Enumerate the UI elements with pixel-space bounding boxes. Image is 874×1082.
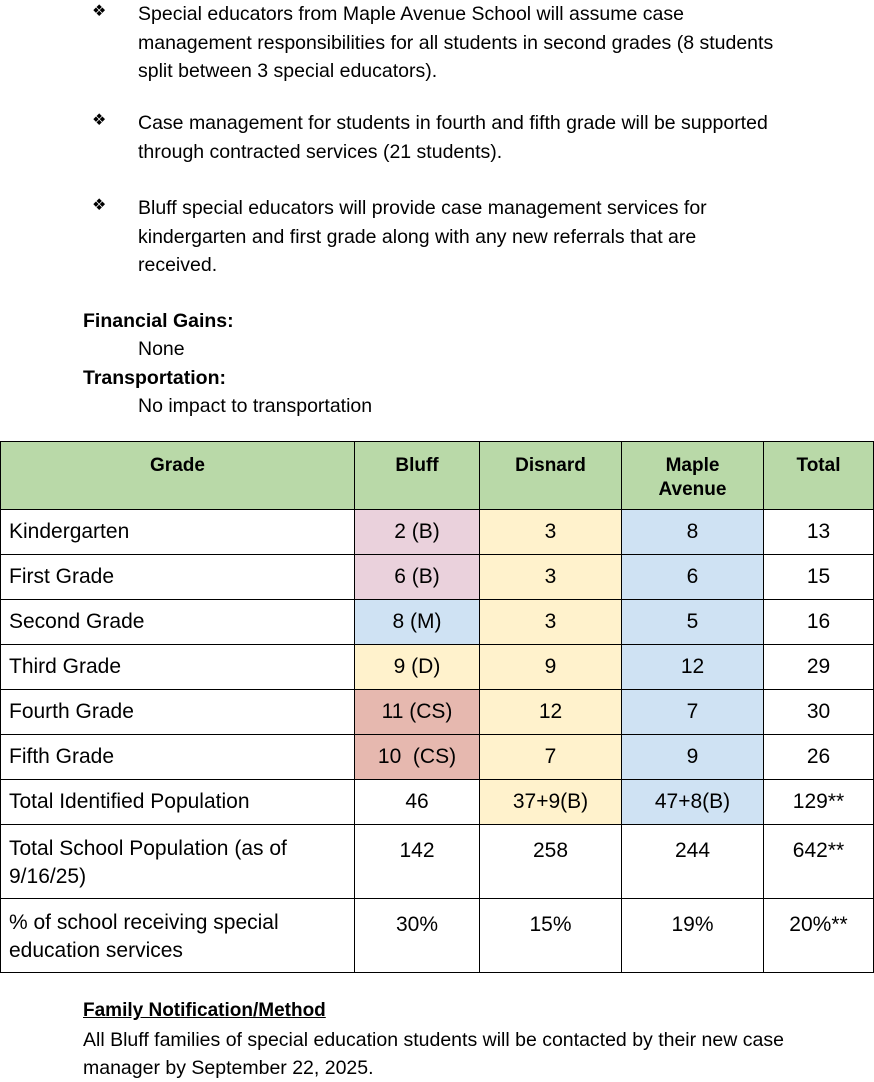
grade-cell: Third Grade bbox=[1, 645, 355, 690]
maple-cell: 12 bbox=[622, 645, 764, 690]
total-cell: 15 bbox=[764, 555, 874, 600]
bluff-cell: 142 bbox=[355, 825, 480, 899]
grade-cell: Kindergarten bbox=[1, 510, 355, 555]
table-row bbox=[1, 600, 874, 645]
total-cell: 13 bbox=[764, 510, 874, 555]
maple-cell: 5 bbox=[622, 600, 764, 645]
disnard-cell: 15% bbox=[480, 899, 622, 973]
disnard-cell: 3 bbox=[480, 555, 622, 600]
disnard-cell: 3 bbox=[480, 600, 622, 645]
total-cell: 26 bbox=[764, 735, 874, 780]
bullet-text: Case management for students in fourth and fifth grade will be supported through contracted services (21 students). bbox=[138, 112, 768, 163]
header-grade: Grade bbox=[1, 442, 355, 510]
bluff-cell: 8 (M) bbox=[355, 600, 480, 645]
grade-cell: Total School Population (as of 9/16/25) bbox=[1, 825, 355, 899]
family-notification-heading: Family Notification/Method bbox=[83, 1000, 326, 1021]
header-disnard: Disnard bbox=[480, 442, 622, 510]
transportation-value: No impact to transportation bbox=[138, 395, 373, 417]
header-bluff: Bluff bbox=[355, 442, 480, 510]
table-row bbox=[1, 780, 874, 825]
maple-cell: 9 bbox=[622, 735, 764, 780]
diamond-bullet-icon: ❖ bbox=[92, 110, 107, 129]
grade-cell: First Grade bbox=[1, 555, 355, 600]
grade-cell: Fourth Grade bbox=[1, 690, 355, 735]
disnard-cell: 37+9(B) bbox=[480, 780, 622, 825]
table-row bbox=[1, 555, 874, 600]
diamond-bullet-icon: ❖ bbox=[92, 1, 107, 20]
disnard-cell: 3 bbox=[480, 510, 622, 555]
maple-cell: 7 bbox=[622, 690, 764, 735]
total-cell: 20%** bbox=[764, 899, 874, 973]
table-row bbox=[1, 899, 874, 973]
maple-cell: 8 bbox=[622, 510, 764, 555]
header-total: Total bbox=[764, 442, 874, 510]
bullet-text: Special educators from Maple Avenue School will assume case management responsibilities for all students in second grades (8 students split between 3 special educators). bbox=[138, 3, 774, 82]
table-row bbox=[1, 645, 874, 690]
maple-cell: 6 bbox=[622, 555, 764, 600]
bluff-cell: 10 (CS) bbox=[355, 735, 480, 780]
financial-gains-heading: Financial Gains: bbox=[83, 310, 234, 332]
bluff-cell: 2 (B) bbox=[355, 510, 480, 555]
total-cell: 29 bbox=[764, 645, 874, 690]
bluff-cell: 11 (CS) bbox=[355, 690, 480, 735]
grade-cell: Second Grade bbox=[1, 600, 355, 645]
table-row bbox=[1, 690, 874, 735]
bluff-cell: 6 (B) bbox=[355, 555, 480, 600]
maple-cell: 244 bbox=[622, 825, 764, 899]
family-notification-text: All Bluff families of special education students will be contacted by their new case manager by September 22, 2025. bbox=[83, 1029, 784, 1079]
table-row bbox=[1, 825, 874, 899]
total-cell: 30 bbox=[764, 690, 874, 735]
total-cell: 16 bbox=[764, 600, 874, 645]
disnard-cell: 258 bbox=[480, 825, 622, 899]
disnard-cell: 9 bbox=[480, 645, 622, 690]
disnard-cell: 12 bbox=[480, 690, 622, 735]
table-row bbox=[1, 510, 874, 555]
total-cell: 642** bbox=[764, 825, 874, 899]
diamond-bullet-icon: ❖ bbox=[92, 195, 107, 214]
maple-cell: 47+8(B) bbox=[622, 780, 764, 825]
maple-cell: 19% bbox=[622, 899, 764, 973]
grade-cell: Total Identified Population bbox=[1, 780, 355, 825]
financial-gains-value: None bbox=[138, 338, 185, 360]
grade-cell: % of school receiving special education services bbox=[1, 899, 355, 973]
bluff-cell: 9 (D) bbox=[355, 645, 480, 690]
bluff-cell: 30% bbox=[355, 899, 480, 973]
special-education-table bbox=[0, 441, 874, 973]
table-row bbox=[1, 735, 874, 780]
total-cell: 129** bbox=[764, 780, 874, 825]
transportation-heading: Transportation: bbox=[83, 367, 227, 389]
grade-cell: Fifth Grade bbox=[1, 735, 355, 780]
header-maple-avenue-label: Maple Avenue bbox=[658, 455, 727, 500]
disnard-cell: 7 bbox=[480, 735, 622, 780]
header-maple-avenue bbox=[622, 442, 764, 510]
bluff-cell: 46 bbox=[355, 780, 480, 825]
table-header-row bbox=[1, 442, 874, 510]
bullet-text: Bluff special educators will provide case management services for kindergarten and first grade along with any new referrals that are received. bbox=[138, 197, 707, 276]
